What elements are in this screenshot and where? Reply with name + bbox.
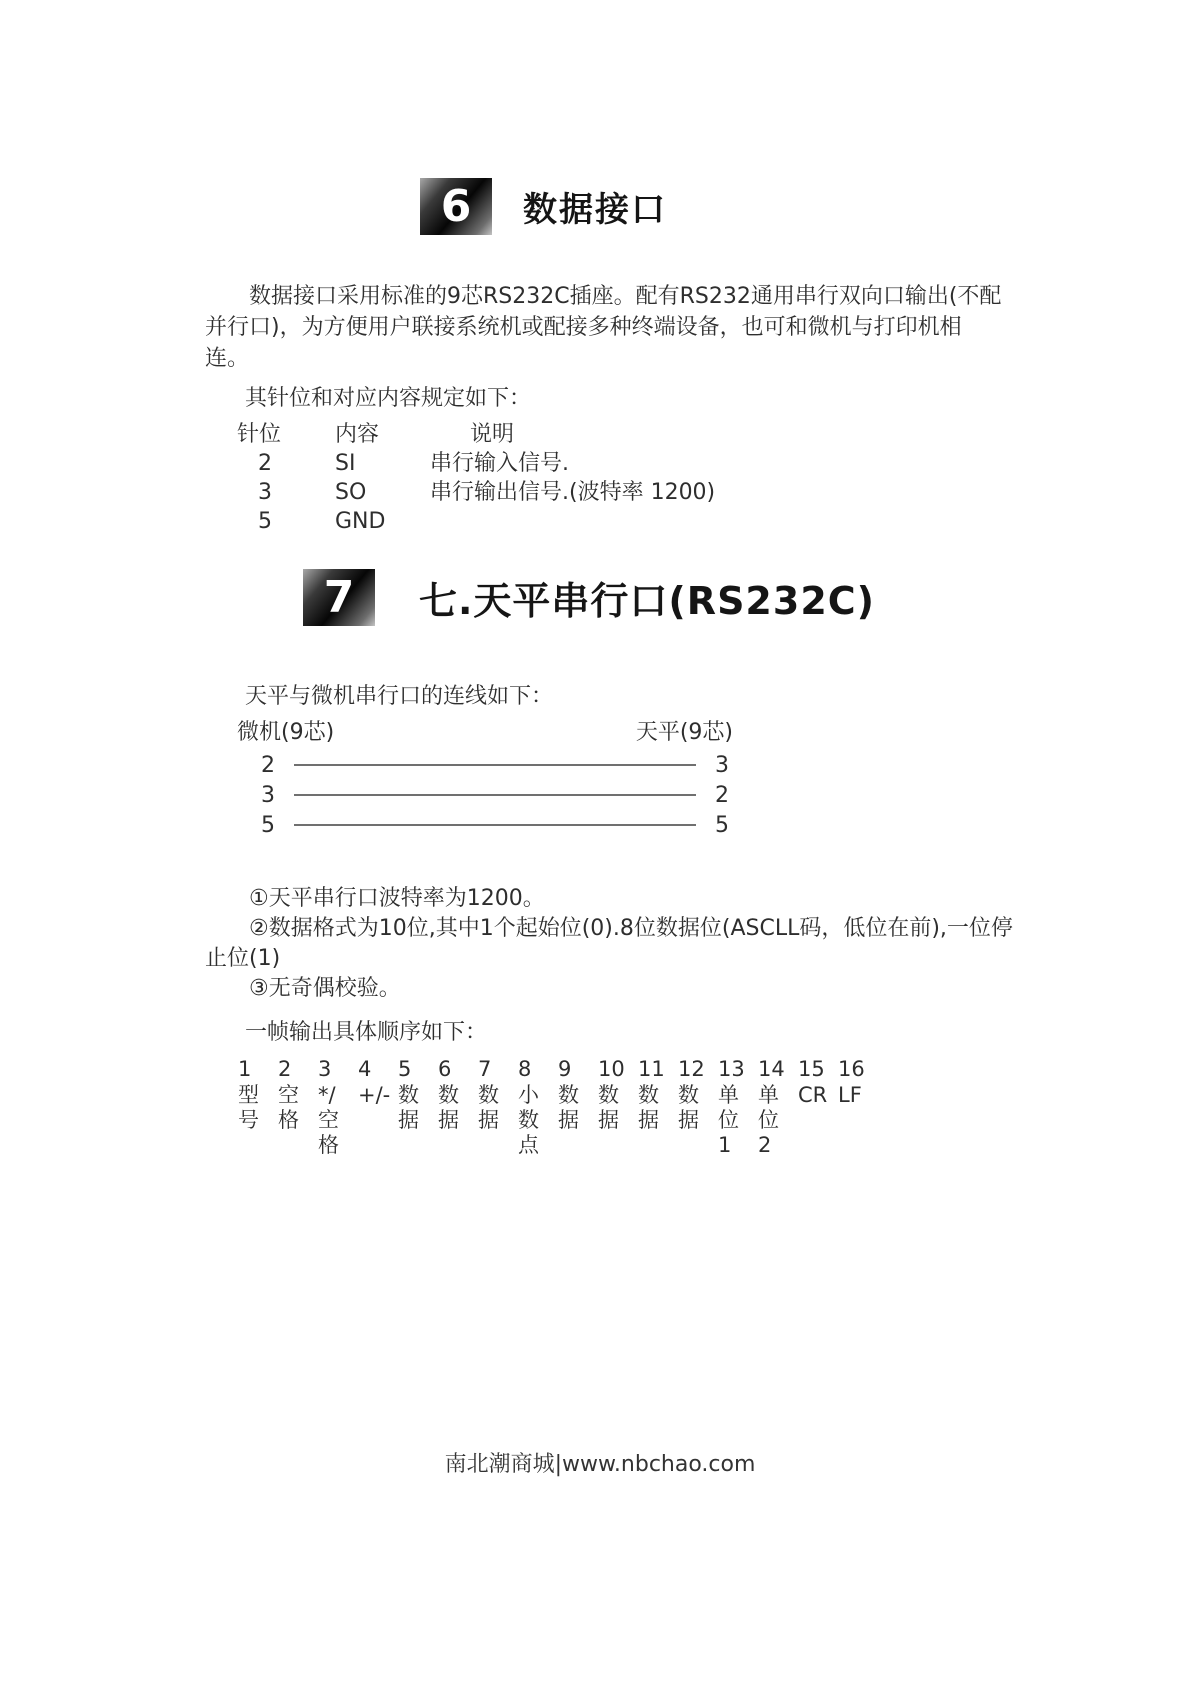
frame-col-label [238,1133,278,1158]
footer-watermark: 南北潮商城|www.nbchao.com [444,1452,756,1477]
pin-table [237,420,1200,536]
frame-col-number: 4 [358,1057,372,1081]
frame-col-label [838,1108,878,1133]
frame-col-label: 格 [278,1108,299,1132]
frame-col-label [358,1108,398,1133]
frame-col-label: 单 [718,1083,739,1107]
frame-col-label [798,1133,838,1158]
frame-col-label: 数 [558,1083,579,1107]
frame-col-label: 位 [758,1108,779,1132]
frame-col-label: 据 [638,1108,659,1132]
section-6-badge: 6 [420,178,492,235]
frame-column [558,1056,598,1158]
frame-col-label: 数 [398,1083,419,1107]
frame-col-label [598,1133,638,1158]
frame-column [478,1056,518,1158]
section-7-header [303,569,1200,626]
section-7-badge: 7 [303,569,375,626]
frame-col-label: 据 [438,1108,459,1132]
frame-column [238,1056,278,1158]
frame-col-label: 数 [518,1108,539,1132]
frame-column [718,1056,758,1158]
frame-col-label: 据 [678,1108,699,1132]
frame-col-label: 格 [318,1133,339,1157]
pin-signal: SO [335,480,367,505]
frame-col-label [358,1133,398,1158]
frame-col-number: 9 [558,1057,572,1081]
frame-col-number: 7 [478,1057,492,1081]
frame-col-number: 11 [638,1057,665,1081]
frame-column [638,1056,678,1158]
frame-col-number: 12 [678,1057,705,1081]
frame-col-number: 5 [398,1057,412,1081]
frame-col-label: 数 [598,1083,619,1107]
frame-col-label: 号 [238,1108,259,1132]
pin-number: 5 [258,509,272,534]
frame-col-label [478,1133,518,1158]
frame-column [598,1056,638,1158]
frame-col-label: 2 [758,1133,772,1157]
frame-col-label: 空 [278,1083,299,1107]
frame-col-label: 据 [398,1108,419,1132]
frame-col-label: 数 [478,1083,499,1107]
wiring-diagram [237,718,733,840]
frame-column [838,1056,878,1158]
frame-column [518,1056,558,1158]
pin-desc [430,507,1200,536]
frame-col-label [678,1133,718,1158]
wiring-row [237,780,733,810]
wire-line [294,764,696,766]
note-baud-rate: ①天平串行口波特率为1200。 [249,886,545,911]
frame-col-number: 14 [758,1057,785,1081]
section-6-header [420,178,1200,235]
frame-col-number: 6 [438,1057,452,1081]
pin-header-desc: 说明 [470,422,515,447]
wiring-intro: 天平与微机串行口的连线如下： [245,684,554,709]
frame-column [678,1056,718,1158]
pin-header-content: 内容 [335,422,380,447]
section-6-title: 数据接口 [523,190,667,230]
frame-col-label: 数 [638,1083,659,1107]
wiring-pin-left: 2 [261,752,275,778]
wire-line [294,794,696,796]
wiring-left-header: 微机(9芯) [237,720,335,745]
frame-col-label [278,1133,318,1158]
frame-column [278,1056,318,1158]
frame-col-label: 单 [758,1083,779,1107]
frame-col-label [638,1133,678,1158]
frame-col-number: 8 [518,1057,532,1081]
section-6-paragraph: 数据接口采用标准的9芯RS232C插座。配有RS232通用串行双向口输出(不配并行口)，为方便用户联接系统机或配接多种终端设备，也可和微机与打印机相连。 [205,284,1002,371]
pin-number: 3 [258,480,272,505]
frame-column [358,1056,398,1158]
frame-col-label: LF [838,1083,862,1107]
frame-col-number: 16 [838,1057,865,1081]
frame-column [438,1056,478,1158]
frame-col-label [398,1133,438,1158]
pin-table-row [237,507,1200,536]
frame-sequence-table [238,1056,1200,1158]
wiring-pin-right: 3 [715,752,729,778]
frame-intro: 一帧输出具体顺序如下： [245,1020,488,1045]
frame-col-label: +/- [358,1083,391,1107]
frame-col-label [838,1133,878,1158]
wiring-pin-right: 2 [715,782,729,808]
frame-column [758,1056,798,1158]
note-data-format: ②数据格式为10位,其中1个起始位(0).8位数据位(ASCLL码，低位在前),一位停止位(1) [205,916,1013,971]
frame-col-number: 15 [798,1057,825,1081]
frame-col-label: 点 [518,1133,539,1157]
frame-col-label: 空 [318,1108,339,1132]
frame-column [798,1056,838,1158]
pin-table-row [237,478,1200,507]
wire-line [294,824,696,826]
frame-col-label: 据 [478,1108,499,1132]
wiring-row [237,810,733,840]
wiring-pin-left: 3 [261,782,275,808]
note-parity: ③无奇偶校验。 [249,976,401,1001]
pin-number: 2 [258,451,272,476]
wiring-pin-right: 5 [715,812,729,838]
frame-col-label: 数 [438,1083,459,1107]
wiring-header-row [237,718,733,748]
pin-table-row [237,449,1200,478]
frame-column [318,1056,358,1158]
pin-desc: 串行输入信号. [430,451,569,476]
frame-col-label [558,1133,598,1158]
pin-desc: 串行输出信号.(波特率 1200) [430,480,716,505]
pin-signal: SI [335,451,356,476]
wiring-row [237,750,733,780]
frame-col-label: 位 [718,1108,739,1132]
frame-col-number: 13 [718,1057,745,1081]
frame-col-number: 3 [318,1057,332,1081]
frame-col-label: 1 [718,1133,732,1157]
pin-table-intro: 其针位和对应内容规定如下： [245,386,532,411]
pin-signal: GND [335,509,386,534]
frame-col-label [798,1108,838,1133]
pin-header-pin: 针位 [237,422,282,447]
frame-col-number: 10 [598,1057,625,1081]
frame-col-label: 数 [678,1083,699,1107]
wiring-right-header: 天平(9芯) [635,720,733,745]
frame-col-label: 据 [558,1108,579,1132]
section-7-title: 七.天平串行口(RS232C) [419,579,876,623]
frame-col-number: 2 [278,1057,292,1081]
frame-column [398,1056,438,1158]
frame-col-label: CR [798,1083,828,1107]
wiring-pin-left: 5 [261,812,275,838]
frame-col-label [438,1133,478,1158]
frame-col-label: */ [318,1083,336,1107]
pin-table-header-row [237,420,1200,449]
frame-col-number: 1 [238,1057,252,1081]
frame-col-label: 据 [598,1108,619,1132]
frame-col-label: 小 [518,1083,539,1107]
frame-col-label: 型 [238,1083,259,1107]
